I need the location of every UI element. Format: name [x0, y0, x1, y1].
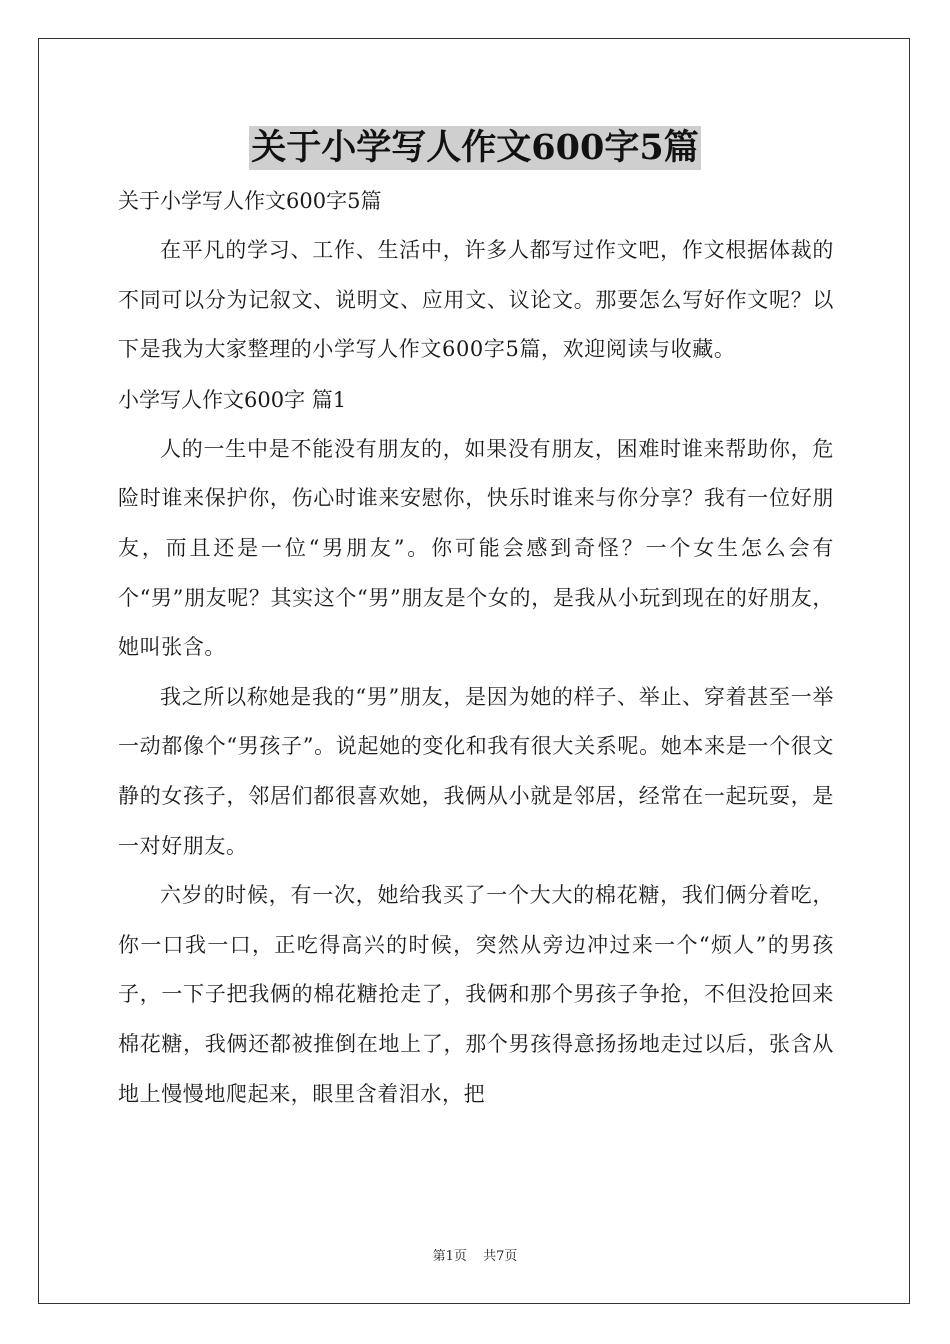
body-paragraph-3: 六岁的时候，有一次，她给我买了一个大大的棉花糖，我们俩分着吃，你一口我一口，正吃得高兴的时候，突然从旁边冲过来一个“烦人”的男孩子，一下子把我俩的棉花糖抢走了，我俩和那个男孩子争抢，不但没抢回来棉花糖，我俩还都被推倒在地上了，那个男孩得意扬扬地走过以后，张含从地上慢慢地爬起来，眼里含着泪水，把 [118, 883, 834, 1106]
title-container [0, 126, 950, 170]
page-footer [0, 1245, 950, 1264]
document-title: 关于小学写人作文600字5篇 [251, 127, 699, 168]
section-heading: 小学写人作文600字 篇1 [118, 387, 347, 412]
page-number-current: 第1页 [432, 1249, 467, 1264]
body-paragraph-2: 我之所以称她是我的“男”朋友，是因为她的样子、举止、穿着甚至一举一动都像个“男孩子”。说起她的变化和我有很大关系呢。她本来是一个很文静的女孩子，邻居们都很喜欢她，我俩从小就是邻居，经常在一起玩耍，是一对好朋友。 [118, 684, 834, 858]
subtitle-line: 关于小学写人作文600字5篇 [118, 189, 382, 213]
intro-paragraph: 在平凡的学习、工作、生活中，许多人都写过作文吧，作文根据体裁的不同可以分为记叙文、说明文、应用文、议论文。那要怎么写好作文呢？以下是我为大家整理的小学写人作文600字5篇，欢迎阅读与收藏。 [118, 238, 834, 362]
page-number-total: 共7页 [483, 1249, 518, 1264]
body-paragraph-1: 人的一生中是不能没有朋友的，如果没有朋友，困难时谁来帮助你，危险时谁来保护你，伤心时谁来安慰你，快乐时谁来与你分享？我有一位好朋友，而且还是一位“男朋友”。你可能会感到奇怪？一个女生怎么会有个“男”朋友呢？其实这个“男”朋友是个女的，是我从小玩到现在的好朋友，她叫张含。 [118, 436, 834, 660]
document-body [118, 176, 834, 1119]
